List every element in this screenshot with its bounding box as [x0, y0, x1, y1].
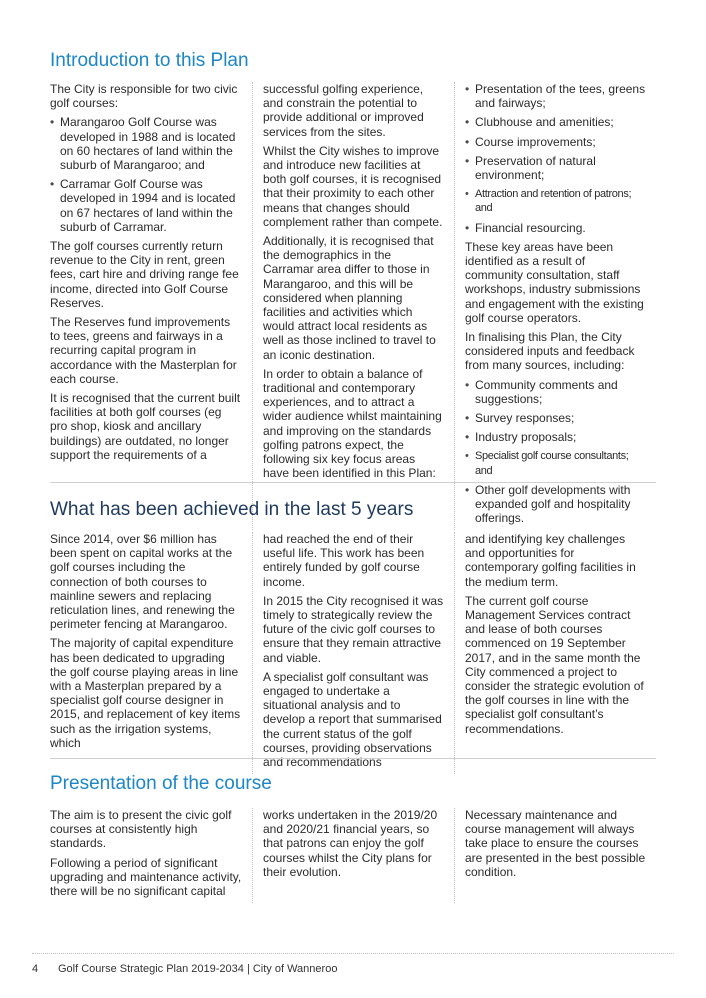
focus-areas-list: [465, 82, 646, 235]
list-item: • Community comments and suggestions;: [465, 378, 646, 406]
footer-text: Golf Course Strategic Plan 2019-2034 | City of Wanneroo: [58, 963, 338, 975]
paragraph: Necessary maintenance and course management will always take place to ensure the courses are presented in the best possible condition.: [465, 808, 646, 879]
section-divider: [50, 758, 656, 759]
list-item: • Specialist golf course consultants; and: [465, 449, 646, 477]
paragraph: A specialist golf consultant was engaged to undertake a situational analysis and to develop a report that summarised the current status of the golf courses, providing observations and recommendations: [263, 669, 442, 770]
paragraph: The current golf course Management Services contract and lease of both courses commenced on 19 September 2017, and in the same month the City commenced a project to consider the strategic evolution of the golf courses in line with the specialist golf consultant’s recommendations.: [465, 593, 644, 736]
paragraph: Additionally, it is recognised that the demographics in the Carramar area differ to those in Marangaroo, and this will be considered when planning facilities and activities which would attract local residents as well as those inclined to travel to an iconic destination.: [263, 234, 436, 362]
list-item: • Clubhouse and amenities;: [465, 115, 646, 129]
paragraph: had reached the end of their useful life. This work has been entirely funded by golf course income.: [263, 532, 425, 589]
footer-rule: [32, 953, 674, 954]
intro-heading: Introduction to this Plan: [50, 50, 249, 71]
page-number: 4: [32, 963, 39, 975]
paragraph: The golf courses currently return revenue to the City in rent, green fees, cart hire and driving range fee income, directed into Golf Course Reserves.: [50, 239, 239, 310]
paragraph: The aim is to present the civic golf courses at consistently high standards.: [50, 808, 232, 851]
paragraph: In finalising this Plan, the City considered inputs and feedback from many sources, including:: [465, 330, 635, 373]
presentation-columns: [50, 808, 656, 903]
paragraph: The Reserves fund improvements to tees, greens and fairways in a recurring capital program in accordance with the Masterplan for each course.: [50, 315, 237, 386]
list-item: • Other golf developments with expanded golf and hospitality offerings.: [465, 483, 646, 526]
intro-columns: [50, 82, 656, 530]
paragraph: The majority of capital expenditure has been dedicated to upgrading the golf course playing areas in line with a Masterplan prepared by a specialist golf course designer in 2015, and replacement of key items such as the irrigation systems, which: [50, 636, 241, 750]
list-item: • Attraction and retention of patrons; and: [465, 187, 646, 215]
list-item: • Presentation of the tees, greens and fairways;: [465, 82, 646, 110]
list-item: • Carramar Golf Course was developed in 1994 and is located on 67 hectares of land within the suburb of Carramar.: [50, 177, 242, 234]
presentation-column-2: [252, 808, 454, 903]
list-item: • Financial resourcing.: [465, 221, 646, 235]
achieved-columns: [50, 532, 656, 774]
paragraph: The City is responsible for two civic golf courses:: [50, 82, 238, 111]
achieved-column-2: [252, 532, 454, 774]
achieved-heading: What has been achieved in the last 5 years: [50, 499, 414, 520]
presentation-heading: Presentation of the course: [50, 773, 272, 794]
list-item: • Industry proposals;: [465, 430, 646, 444]
paragraph: In 2015 the City recognised it was timely to strategically review the future of the civic golf courses to ensure that they remain attractive and viable.: [263, 593, 444, 665]
list-item: • Survey responses;: [465, 411, 646, 425]
intro-column-1: [50, 82, 252, 530]
paragraph: In order to obtain a balance of traditional and contemporary experiences, and to attract a wider audience whilst maintaining and improving on the standards golfing patrons expect, the following six key focus areas have been identified in this Plan:: [263, 366, 442, 481]
paragraph: works undertaken in the 2019/20 and 2020/21 financial years, so that patrons can enjoy the golf courses whilst the City plans for their evolution.: [263, 808, 438, 879]
section-divider: [50, 482, 656, 483]
paragraph: It is recognised that the current built facilities at both golf courses (eg pro shop, kiosk and ancillary buildings) are outdated, no longer support the requirements of a: [50, 391, 241, 462]
list-item: • Preservation of natural environment;: [465, 154, 646, 182]
paragraph: successful golfing experience, and constrain the potential to provide additional or improved services from the sites.: [263, 82, 424, 139]
paragraph: Following a period of significant upgrading and maintenance activity, there will be no significant capital: [50, 855, 242, 899]
paragraph: These key areas have been identified as a result of community consultation, staff workshops, industry submissions and engagement with the existing golf course operators.: [465, 239, 644, 325]
page-footer: [32, 963, 337, 975]
list-item: • Marangaroo Golf Course was developed in 1988 and is located on 60 hectares of land within the suburb of Marangaroo; and: [50, 115, 242, 172]
presentation-column-1: [50, 808, 252, 903]
paragraph: and identifying key challenges and opportunities for contemporary golfing facilities in the medium term.: [465, 532, 636, 589]
intro-column-3: [454, 82, 656, 530]
presentation-column-3: [454, 808, 656, 903]
bullet-list: [50, 115, 242, 234]
achieved-section: [50, 499, 656, 770]
list-item: • Course improvements;: [465, 135, 646, 149]
paragraph: Whilst the City wishes to improve and introduce new facilities at both golf courses, it is recognised that their proximity to each other means that changes should complement rather than compete.: [263, 143, 443, 229]
achieved-column-1: [50, 532, 252, 774]
presentation-section: [50, 773, 656, 899]
achieved-column-3: [454, 532, 656, 774]
intro-column-2: [252, 82, 454, 530]
paragraph: Since 2014, over $6 million has been spent on capital works at the golf courses including the connection of both courses to mainline sewers and replacing reticulation lines, and renewing the perimeter fencing at Marangaroo.: [50, 532, 235, 632]
